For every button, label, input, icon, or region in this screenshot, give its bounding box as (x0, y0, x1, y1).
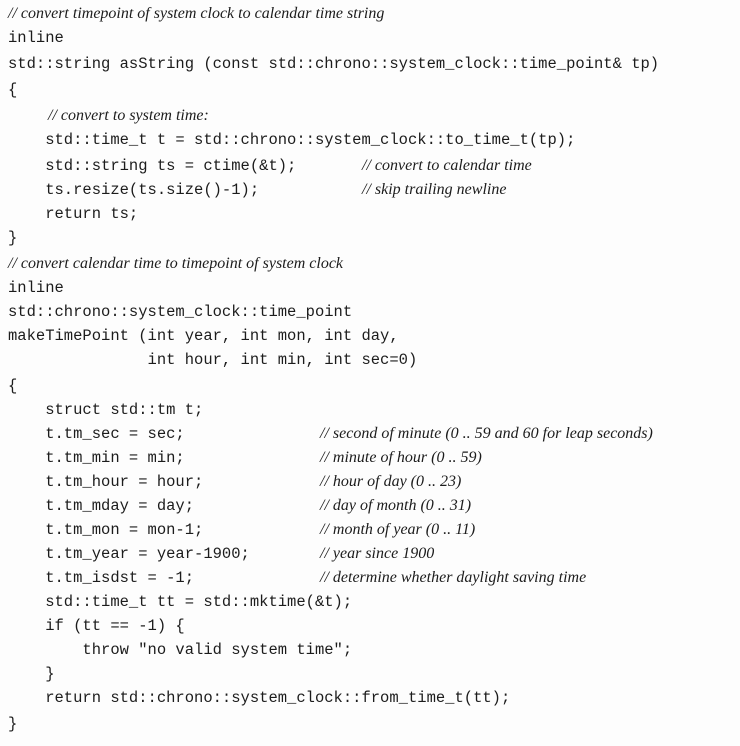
code-comment: // skip trailing newline (362, 181, 507, 198)
code-line (8, 686, 510, 710)
code-text: { (8, 81, 18, 99)
code-line (8, 614, 185, 638)
code-text: t.tm_isdst = -1; (8, 569, 195, 587)
code-text: return std::chrono::system_clock::from_time_t(tt); (8, 689, 511, 707)
code-comment: // convert calendar time to timepoint of system clock (8, 255, 344, 272)
code-text: inline (8, 29, 64, 47)
code-line (8, 470, 462, 494)
code-line (8, 422, 653, 446)
code-line (8, 446, 482, 470)
code-line (8, 398, 203, 422)
code-line (8, 712, 17, 736)
code-line (8, 638, 352, 662)
code-line (8, 542, 435, 566)
code-line (8, 52, 659, 76)
code-line (8, 154, 532, 178)
code-text: int hour, int min, int sec=0) (8, 351, 418, 369)
code-comment: // month of year (0 .. 11) (320, 521, 476, 538)
code-line (8, 128, 575, 152)
code-text: ts.resize(ts.size()-1); (8, 181, 260, 199)
code-comment: // convert to system time: (48, 107, 209, 124)
code-text: throw "no valid system time"; (8, 641, 353, 659)
code-text: t.tm_mday = day; (8, 497, 195, 515)
code-comment: // minute of hour (0 .. 59) (320, 449, 482, 466)
code-line (8, 494, 472, 518)
code-comment: // year since 1900 (320, 545, 435, 562)
code-text: } (8, 229, 18, 247)
code-comment: // hour of day (0 .. 23) (320, 473, 462, 490)
code-text: std::time_t tt = std::mktime(&t); (8, 593, 353, 611)
code-line (8, 276, 64, 300)
code-text: std::string ts = ctime(&t); (8, 157, 297, 175)
code-text: { (8, 377, 18, 395)
code-line (8, 518, 476, 542)
code-line (8, 374, 17, 398)
code-comment: // second of minute (0 .. 59 and 60 for leap seconds) (320, 425, 653, 442)
code-line (8, 566, 587, 590)
code-line (8, 78, 17, 102)
code-text: t.tm_min = min; (8, 449, 185, 467)
code-text: t.tm_mon = mon-1; (8, 521, 204, 539)
code-text: inline (8, 279, 64, 297)
code-comment: // convert timepoint of system clock to calendar time string (8, 5, 385, 22)
code-line (8, 26, 64, 50)
code-text: struct std::tm t; (8, 401, 204, 419)
code-text: return ts; (8, 205, 139, 223)
code-text: std::chrono::system_clock::time_point (8, 303, 353, 321)
code-text: t.tm_sec = sec; (8, 425, 185, 443)
code-line (8, 226, 17, 250)
code-line (8, 324, 399, 348)
code-text: t.tm_hour = hour; (8, 473, 204, 491)
code-text: } (8, 715, 18, 733)
code-text: t.tm_year = year-1900; (8, 545, 250, 563)
code-line (8, 590, 352, 614)
code-line (8, 178, 507, 202)
code-text: std::time_t t = std::chrono::system_clock::to_time_t(tp); (8, 131, 576, 149)
code-line (8, 348, 417, 372)
code-text: std::string asString (const std::chrono::system_clock::time_point& tp) (8, 55, 660, 73)
code-text: } (8, 665, 55, 683)
code-line (8, 300, 352, 324)
code-comment: // determine whether daylight saving time (320, 569, 587, 586)
code-comment: // convert to calendar time (362, 157, 532, 174)
code-text: if (tt == -1) { (8, 617, 185, 635)
code-line (8, 202, 138, 226)
code-comment: // day of month (0 .. 31) (320, 497, 472, 514)
code-text: makeTimePoint (int year, int mon, int day, (8, 327, 399, 345)
code-line (8, 662, 55, 686)
